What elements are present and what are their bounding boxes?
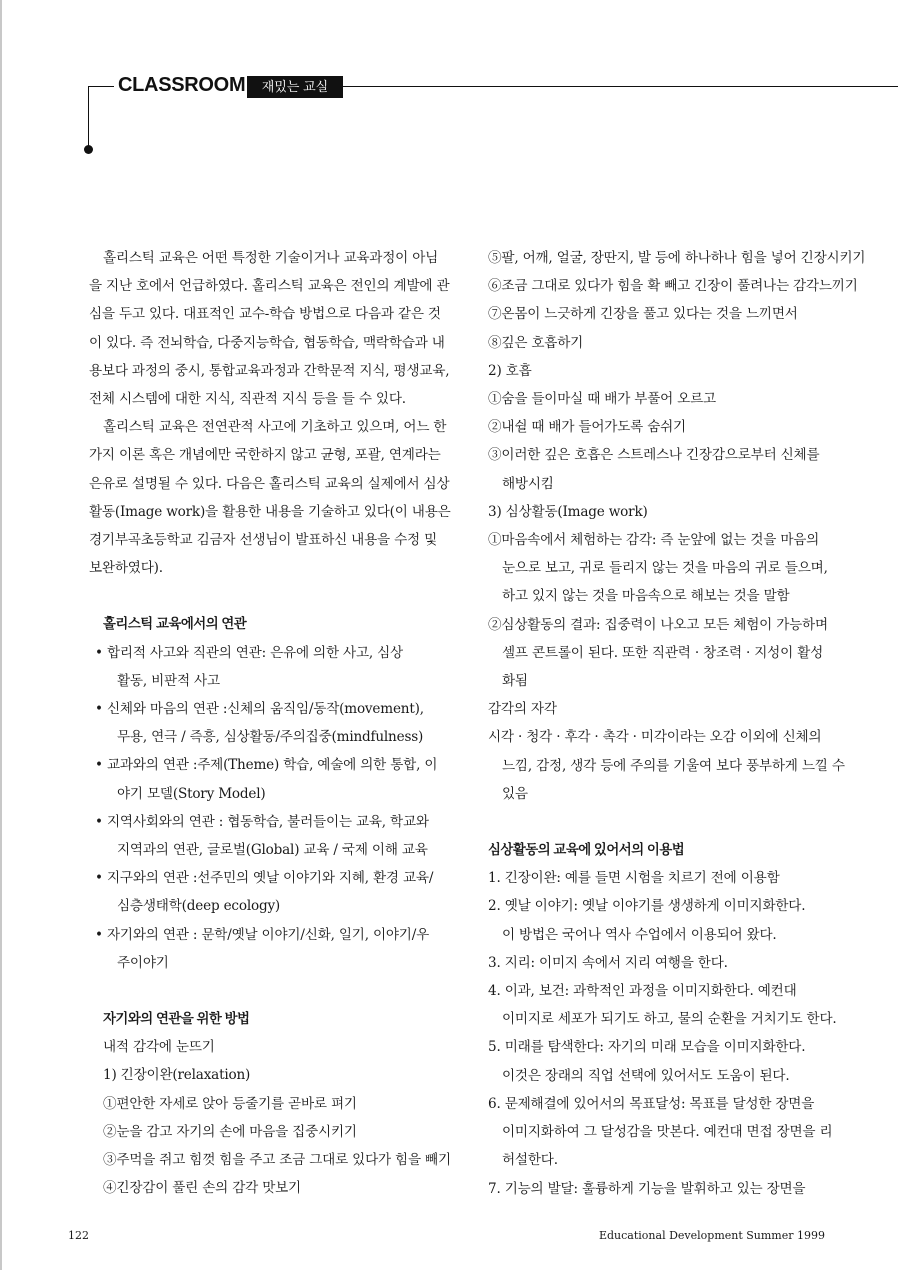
text-line: 가지 이론 혹은 개념에만 국한하지 않고 균형, 포괄, 연계라는 (89, 447, 441, 464)
bullet-list (89, 639, 441, 977)
text-line: 시각 · 청각 · 후각 · 촉각 · 미각이라는 오감 이외에 신체의 (488, 729, 822, 746)
list-item: • 자기와의 연관 : 문학/옛날 이야기/신화, 일기, 이야기/우 (89, 921, 441, 949)
text-line: ④긴장감이 풀린 손의 감각 맛보기 (103, 1180, 301, 1197)
list-item: 5. 미래를 탐색한다: 자기의 미래 모습을 이미지화한다. (488, 1039, 806, 1056)
section-heading: 심상활동의 교육에 있어서의 이용법 (488, 842, 685, 858)
text-line: 홀리스틱 교육은 전연관적 사고에 기초하고 있으며, 어느 한 (103, 419, 447, 436)
text-line: 눈으로 보고, 귀로 들리지 않는 것을 마음의 귀로 들으며, (502, 560, 828, 577)
list-item-cont: 이 방법은 국어나 역사 수업에서 이용되어 왔다. (502, 926, 777, 943)
text-line: 1) 긴장이완(relaxation) (103, 1067, 251, 1084)
text-line: 용보다 과정의 중시, 통합교육과정과 간학문적 지식, 평생교육, (89, 362, 450, 379)
list-item-cont: 야기 모델(Story Model) (117, 785, 266, 802)
list-item: 7. 기능의 발달: 훌륭하게 기능을 발휘하고 있는 장면을 (488, 1180, 806, 1197)
text-line: ⑥조금 그대로 있다가 힘을 확 빼고 긴장이 풀려나는 감각느끼기 (488, 278, 858, 295)
list-item-cont: 주이야기 (117, 954, 169, 971)
text-line: ①편안한 자세로 앉아 등줄기를 곧바로 펴기 (103, 1095, 357, 1112)
list-item-cont: 허설한다. (502, 1152, 558, 1169)
text-line: 셀프 콘트롤이 된다. 또한 직관력 · 창조력 · 지성이 활성 (502, 644, 824, 661)
intro-paragraph-1 (89, 244, 450, 413)
text-line: 전체 시스템에 대한 지식, 직관적 지식 등을 들 수 있다. (89, 391, 406, 408)
journal-footer: Educational Development Summer 1999 (598, 1229, 825, 1242)
section-heading: 자기와의 연관을 위한 방법 (103, 1011, 250, 1027)
list-item-cont: 지역과의 연관, 글로벌(Global) 교육 / 국제 이해 교육 (117, 842, 428, 859)
list-item: • 신체와 마음의 연관 :신체의 움직임/동작(movement), (89, 695, 441, 723)
list-item: 3. 지리: 이미지 속에서 지리 여행을 한다. (488, 954, 728, 971)
intro-paragraph-2 (89, 413, 451, 582)
text-line: 내적 감각에 눈뜨기 (103, 1039, 215, 1056)
text-line: ③주먹을 쥐고 힘껏 힘을 주고 조금 그대로 있다가 힘을 빼기 (103, 1152, 451, 1169)
text-line: 은유로 설명될 수 있다. 다음은 홀리스틱 교육의 실제에서 심상 (89, 475, 450, 492)
text-line: ⑦온몸이 느긋하게 긴장을 풀고 있다는 것을 느끼면서 (488, 306, 798, 323)
list-item: • 지역사회와의 연관 : 협동학습, 불러들이는 교육, 학교와 (89, 808, 441, 836)
list-item: 2. 옛날 이야기: 옛날 이야기를 생생하게 이미지화한다. (488, 898, 806, 915)
list-item-cont: 이것은 장래의 직업 선택에 있어서도 도움이 된다. (502, 1067, 790, 1084)
header-rule-left (88, 86, 114, 87)
text-line: 홀리스틱 교육은 어떤 특정한 기술이거나 교육과정이 아님 (103, 250, 439, 266)
text-line: 해방시킴 (502, 475, 554, 492)
text-line: 하고 있지 않는 것을 마음속으로 해보는 것을 말함 (502, 588, 790, 605)
header-vertical-bar (88, 86, 89, 150)
text-line: 을 지난 호에서 언급하였다. 홀리스틱 교육은 전인의 계발에 관 (89, 278, 450, 295)
text-line: 3) 심상활동(Image work) (488, 503, 648, 520)
list-item: • 교과와의 연관 :주제(Theme) 학습, 예술에 의한 통합, 이 (89, 751, 441, 779)
text-line: ②눈을 감고 자기의 손에 마음을 집중시키기 (103, 1123, 357, 1140)
text-line: 화됨 (502, 673, 528, 690)
list-item: 1. 긴장이완: 예를 들면 시험을 치르기 전에 이용함 (488, 870, 780, 887)
header-dot-icon (84, 145, 93, 154)
text-line: ①숨을 들이마실 때 배가 부풀어 오르고 (488, 391, 716, 408)
text-line: ②내쉴 때 배가 들어가도록 숨쉬기 (488, 419, 686, 436)
list-item: 4. 이과, 보건: 과학적인 과정을 이미지화한다. 예컨대 (488, 983, 797, 1000)
header-rule-right (343, 86, 898, 87)
text-line: 심을 두고 있다. 대표적인 교수-학습 방법으로 다음과 같은 것 (89, 306, 441, 323)
list-item-cont: 심층생태학(deep ecology) (117, 898, 281, 915)
text-line: 이 있다. 즉 전뇌학습, 다중지능학습, 협동학습, 맥락학습과 내 (89, 334, 445, 351)
text-line: ⑧깊은 호흡하기 (488, 334, 584, 351)
list-item-cont: 이미지화하여 그 달성감을 맛본다. 예컨대 면접 장면을 리 (502, 1124, 833, 1141)
text-line: ③이러한 깊은 호흡은 스트레스나 긴장감으로부터 신체를 (488, 447, 820, 464)
list-item-cont: 무용, 연극 / 즉흥, 심상활동/주의집중(mindfulness) (117, 729, 424, 746)
text-line: 경기부곡초등학교 김금자 선생님이 발표하신 내용을 수정 및 (89, 532, 438, 549)
section-header (88, 72, 898, 162)
text-line: 감각의 자각 (488, 701, 557, 718)
header-brand: CLASSROOM (118, 74, 246, 96)
right-column (488, 244, 866, 1203)
text-line: 2) 호흡 (488, 362, 532, 379)
page-number: 122 (68, 1229, 89, 1242)
list-item: • 지구와의 연관 :선주민의 옛날 이야기와 지혜, 환경 교육/ (89, 864, 441, 892)
list-item-cont: 활동, 비판적 사고 (117, 672, 220, 689)
header-tag: 재밌는 교실 (247, 76, 343, 98)
text-line: ①마음속에서 체험하는 감각: 즉 눈앞에 없는 것을 마음의 (488, 532, 820, 549)
left-column (89, 244, 451, 1203)
list-item-cont: 이미지로 세포가 되기도 하고, 물의 순환을 거치기도 한다. (502, 1011, 837, 1028)
text-line: 있음 (502, 785, 528, 802)
text-line: ②심상활동의 결과: 집중력이 나오고 모든 체험이 가능하며 (488, 616, 828, 633)
page-edge-line (0, 0, 2, 1270)
list-item: 6. 문제해결에 있어서의 목표달성: 목표를 달성한 장면을 (488, 1095, 815, 1112)
text-line: 보완하였다). (89, 560, 163, 577)
list-item: • 합리적 사고와 직관의 연관: 은유에 의한 사고, 심상 (89, 639, 441, 667)
section-heading: 홀리스틱 교육에서의 연관 (103, 616, 247, 632)
text-line: 활동(Image work)을 활용한 내용을 기술하고 있다(이 내용은 (89, 503, 451, 520)
text-line: 느낌, 감정, 생각 등에 주의를 기울여 보다 풍부하게 느낄 수 (502, 757, 845, 774)
text-line: ⑤팔, 어깨, 얼굴, 장딴지, 발 등에 하나하나 힘을 넣어 긴장시키기 (488, 250, 866, 266)
